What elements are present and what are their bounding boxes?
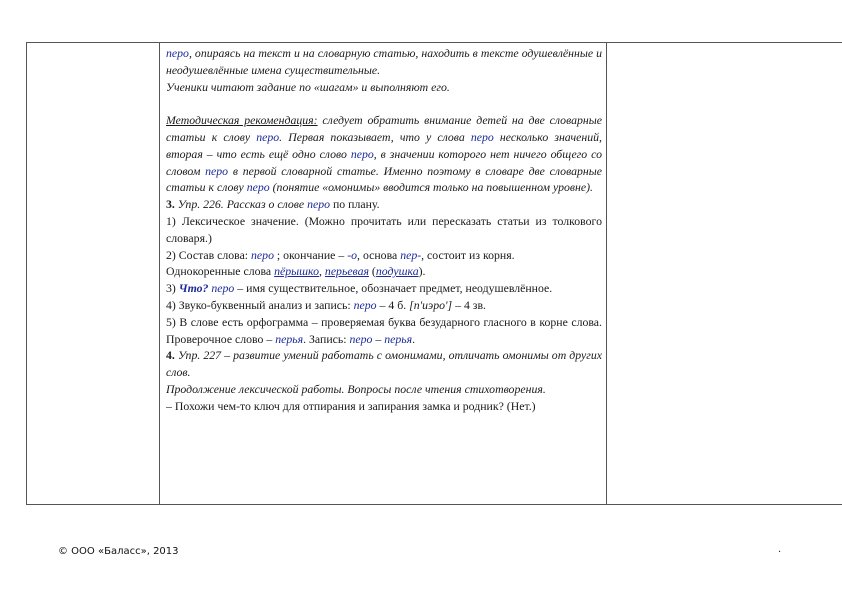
text-span: следует обратить внимание детей на две словарные статьи к слову <box>166 113 602 144</box>
paragraph-task <box>166 45 602 79</box>
check-word: перья <box>275 331 304 346</box>
text-span: несколько значений, вторая – что есть ещё одно слово <box>166 129 602 161</box>
word-pero: перо <box>307 197 331 212</box>
table-cell-content <box>160 43 607 504</box>
paragraph-students: Ученики читают задание по «шагам» и выполняют его. <box>166 79 450 94</box>
footer-dot: . <box>778 544 782 555</box>
copyright-footer: © ООО «Баласс», 2013 <box>58 546 179 557</box>
text-span: Упр. 226. Рассказ о слове <box>174 197 308 212</box>
word-pero: перо <box>211 281 235 296</box>
text-span: – имя существительное, обозначает предмет, неодушевлённое. <box>234 281 553 296</box>
text-span: Упр. 227 – развитие умений работать с омонимами, отличать омонимы от других слов. <box>166 348 602 380</box>
question-1: – Похожи чем-то ключ для отпирания и запирания замка и родник? (Нет.) <box>166 398 536 413</box>
word-pero: перо <box>166 46 189 60</box>
text-span: ). <box>418 264 426 279</box>
recommendation-label: Методическая рекомендация: <box>166 113 318 128</box>
word-pero: перо <box>251 247 274 262</box>
text-span: . Запись: <box>303 331 350 346</box>
paragraph-exercise-3 <box>166 196 602 213</box>
table-cell-right <box>607 43 842 504</box>
lesson-text <box>166 45 602 415</box>
table-cell-left <box>27 43 160 504</box>
cognate-word: перьевая <box>324 264 369 279</box>
text-span: 3) <box>166 281 179 296</box>
plan-item-5 <box>166 314 602 348</box>
plan-item-1: 1) Лексическое значение. (Можно прочитать или пересказать статьи из толкового словаря.) <box>166 213 602 245</box>
text-span: , основа <box>357 247 401 262</box>
exercise-number: 3. <box>166 197 175 212</box>
text-span: (понятие «омонимы» вводится только на повышенном уровне). <box>269 180 593 195</box>
check-word: перья <box>384 331 413 346</box>
text-span: в первой словарной статье. Именно поэтому в словаре две словарные статьи к слову <box>166 163 602 195</box>
word-pero: перо <box>353 297 377 312</box>
text-span: 4) Звуко-буквенный анализ и запись: <box>166 297 354 312</box>
word-pero: перо <box>470 129 494 144</box>
word-pero: перо <box>256 129 280 144</box>
text-span: Однокоренные слова <box>166 264 275 279</box>
paragraph-exercise-4 <box>166 347 602 381</box>
word-pero: перо <box>205 163 229 178</box>
text-span: – <box>372 331 385 346</box>
paragraph-recommendation <box>166 112 602 196</box>
plan-item-4 <box>166 297 602 314</box>
text-span: . <box>412 331 416 346</box>
text-span: – 4 зв. <box>452 297 486 312</box>
plan-item-3 <box>166 280 602 297</box>
exercise-number: 4. <box>166 348 175 363</box>
text-span: ; окончание – <box>273 247 348 262</box>
text-span: , состоит из корня. <box>421 247 515 262</box>
text-span: , в значении которого нет ничего общего со словом <box>166 146 602 178</box>
word-pero: перо <box>349 331 373 346</box>
question-word: Что? <box>178 281 209 296</box>
text-span: по плану. <box>330 197 380 212</box>
cognates-line <box>166 263 602 280</box>
text-span: 2) Состав слова: <box>166 247 252 262</box>
lesson-table <box>26 42 842 505</box>
text-span: – 4 б. <box>376 297 410 312</box>
cognate-word: пёрышко <box>274 264 320 279</box>
paragraph-continuation: Продолжение лексической работы. Вопросы после чтения стихотворения. <box>166 381 546 396</box>
stem: пер- <box>400 247 422 262</box>
plan-item-2 <box>166 247 602 264</box>
word-pero: перо <box>246 180 270 195</box>
text-span: , <box>319 264 325 279</box>
cognate-word: подушка <box>375 264 419 279</box>
word-pero: перо <box>350 146 374 161</box>
text-span: . Первая показывает, что у слова <box>279 129 471 144</box>
ending: -о <box>347 247 358 262</box>
text-span: , опираясь на текст и на словарную статью, находить в тексте одушевлённые и неодушевлённые имена существительные. <box>166 46 602 77</box>
text-span: ( <box>368 264 376 279</box>
text-span: 5) В слове есть орфограмма – проверяемая буква безударного гласного в корне слова. Проверочное слово – <box>166 314 602 346</box>
transcription: [п'иэро'] <box>409 297 453 312</box>
